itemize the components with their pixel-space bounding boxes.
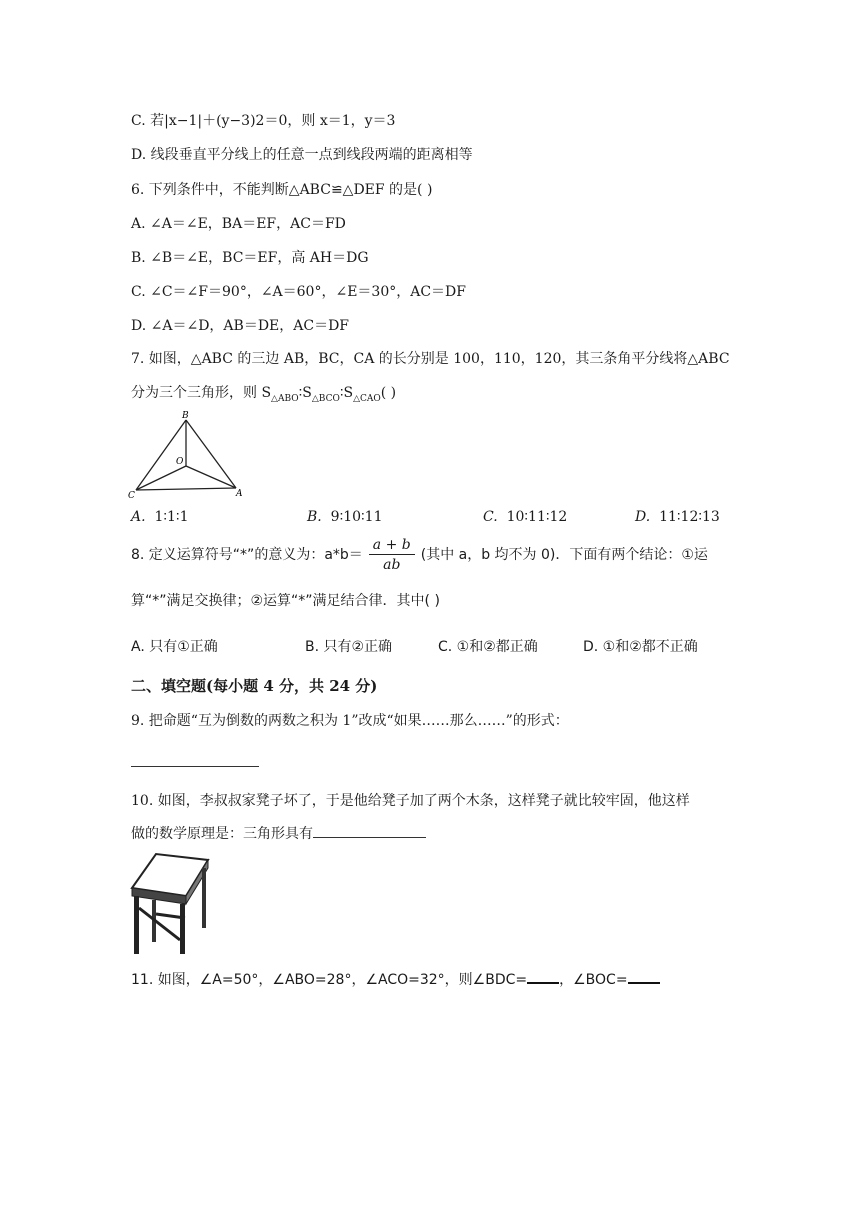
q10-answer-blank[interactable] <box>313 837 426 838</box>
q7-stem-line2: 分为三个三角形，则 $S_{\triangle ABO}∶S_{\triangle BCO}∶S_{\triangle CAO}$( ) <box>131 385 397 404</box>
q9-stem: 9. 把命题“互为倒数的两数之积为 1”改成“如果……那么……”的形式： <box>131 713 569 729</box>
q7-option-c: C. 10∶11∶12 <box>483 509 568 525</box>
q6-option-d: D. ∠A＝∠D，AB＝DE，AC＝DF <box>131 318 350 334</box>
q7-option-a: A. 1∶1∶1 <box>131 509 189 525</box>
q10-stem-line1: 10. 如图，李叔叔家凳子坏了，于是他给凳子加了两个木条，这样凳子就比较牢固，他这样 <box>131 793 690 809</box>
q8-fraction: $\frac{a + b}{ab}$ <box>369 536 415 575</box>
q5-option-d: D. 线段垂直平分线上的任意一点到线段两端的距离相等 <box>131 147 473 163</box>
section-heading-fill-in: 二、填空题(每小题 4 分，共 24 分) <box>131 677 378 695</box>
q7-option-d: D. 11∶12∶13 <box>635 509 720 525</box>
q6-option-c: C. ∠C＝∠F＝90°，∠A＝60°，∠E＝30°，AC＝DF <box>131 284 466 300</box>
q9-answer-blank[interactable] <box>131 766 259 767</box>
q11-boc-blank[interactable] <box>628 982 660 984</box>
q8-option-a: A. 只有①正确 <box>131 639 218 655</box>
q6-stem: 6. 下列条件中，不能判断△ABC≌△DEF 的是( ) <box>131 182 433 198</box>
q10-stem-line2: 做的数学原理是：三角形具有 <box>131 824 426 844</box>
q7-label-c: C <box>128 491 135 500</box>
q7-option-b: B. 9∶10∶11 <box>307 509 383 525</box>
q8-option-b: B. 只有②正确 <box>305 639 393 655</box>
q8-stem-line1: 8. 定义运算符号“*”的意义为：a*b＝ $\frac{a + b}{ab}$ (其中 a，b 均不为 0)．下面有两个结论：①运 <box>131 536 708 573</box>
q8-option-d: D. ①和②都不正确 <box>583 639 698 655</box>
q11-stem: 11. 如图，∠A=50°，∠ABO=28°，∠ACO=32°，则∠BDC= ，∠BOC= <box>131 970 660 990</box>
q7-stem-line1: 7. 如图，△ABC 的三边 AB，BC，CA 的长分别是 100，110，120，其三条角平分线将△ABC <box>131 351 730 367</box>
q8-option-c: C. ①和②都正确 <box>438 639 538 655</box>
q8-stem-line2: 算“*”满足交换律；②运算“*”满足结合律．其中( ) <box>131 593 440 609</box>
q6-option-b: B. ∠B＝∠E，BC＝EF，高 AH＝DG <box>131 250 369 266</box>
q7-triangle-figure <box>128 408 248 500</box>
q7-label-o: O <box>176 457 184 467</box>
q7-label-b: B <box>182 411 189 421</box>
q7-label-a: A <box>236 489 243 499</box>
q6-option-a: A. ∠A＝∠E，BA＝EF，AC＝FD <box>131 216 346 232</box>
stool-figure <box>128 848 218 958</box>
q5-option-c: C. 若|x−1|＋(y−3)2＝0，则 x＝1，y＝3 <box>131 113 396 129</box>
q11-bdc-blank[interactable] <box>527 982 559 984</box>
